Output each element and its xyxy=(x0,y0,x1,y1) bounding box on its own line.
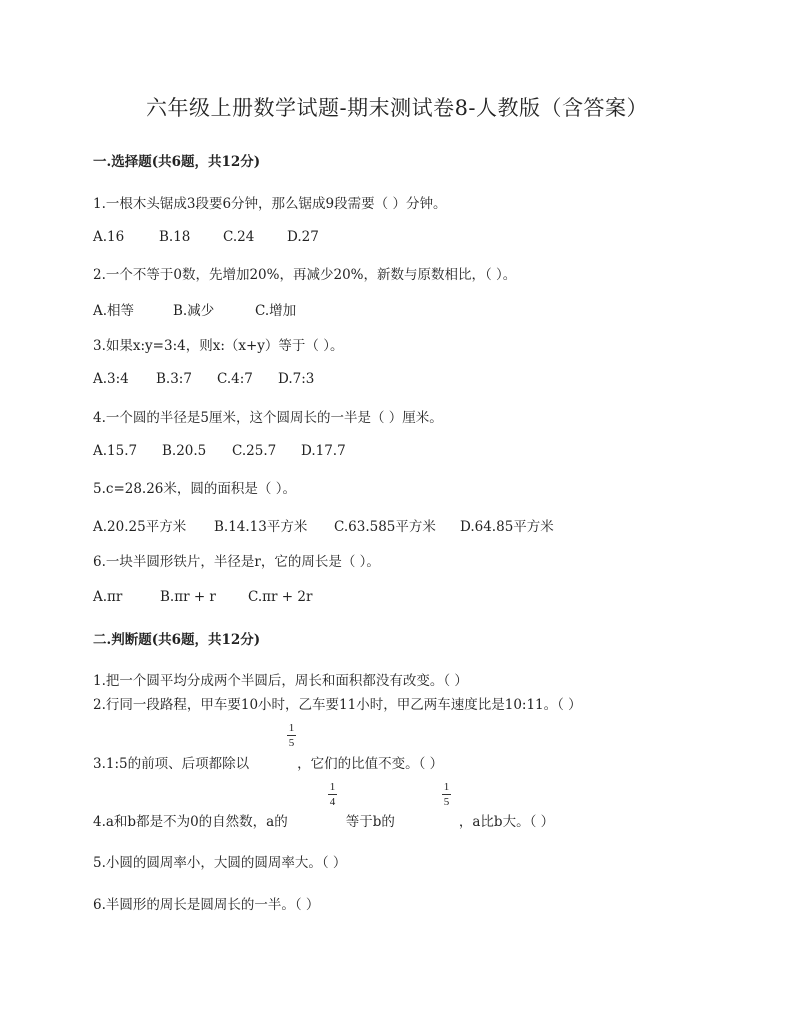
option-b: B.18 xyxy=(159,229,191,245)
option-a: A.3:4 xyxy=(93,371,129,387)
question-1-options xyxy=(93,229,319,245)
option-c: C.24 xyxy=(223,229,255,245)
question-2: 2.一个不等于0数，先增加20%，再减少20%，新数与原数相比，（ ）。 xyxy=(93,267,517,283)
question-2-options xyxy=(93,299,296,319)
question-5: 5.c=28.26米，圆的面积是（ ）。 xyxy=(93,481,296,497)
option-d: D.64.85平方米 xyxy=(460,519,554,535)
judgement-4-text-1: 4.a和b都是不为0的自然数，a的 xyxy=(93,814,288,830)
fraction-one-fifth-b: 1 5 xyxy=(443,781,450,808)
fraction-one-fourth: 1 4 xyxy=(329,781,336,808)
option-a: A.20.25平方米 xyxy=(93,519,187,535)
section-heading-judgement: 二.判断题(共6题，共12分) xyxy=(93,632,261,648)
question-6-options xyxy=(93,589,312,605)
judgement-4 xyxy=(93,810,554,830)
question-4-options xyxy=(93,443,346,459)
question-3-options xyxy=(93,371,314,387)
question-4: 4.一个圆的半径是5厘米，这个圆周长的一半是（ ）厘米。 xyxy=(93,410,443,426)
option-a: A.16 xyxy=(93,229,125,245)
option-d: D.7:3 xyxy=(278,371,315,387)
option-d: D.27 xyxy=(287,229,319,245)
option-c: C.增加 xyxy=(255,303,297,319)
option-b: B.3:7 xyxy=(156,371,192,387)
option-c: C.63.585平方米 xyxy=(334,519,436,535)
question-1: 1.一根木头锯成3段要6分钟，那么锯成9段需要（ ）分钟。 xyxy=(93,196,447,212)
option-b: B.14.13平方米 xyxy=(214,519,308,535)
option-c: C.25.7 xyxy=(232,443,277,459)
judgement-4-text-3: ，a比b大。（ ） xyxy=(458,814,555,830)
option-d: D.17.7 xyxy=(301,443,346,459)
option-a: A.πr xyxy=(93,589,123,605)
option-b: B.20.5 xyxy=(162,443,207,459)
page-title: 六年级上册数学试题-期末测试卷8-人教版（含答案） xyxy=(145,96,649,120)
judgement-3-text-before: 3.1:5的前项、后项都除以 xyxy=(93,756,250,772)
option-c: C.4:7 xyxy=(217,371,253,387)
question-3: 3.如果x:y=3:4，则x:（x+y）等于（ ）。 xyxy=(93,338,344,354)
option-c: C.πr + 2r xyxy=(248,589,313,605)
section-heading-choice: 一.选择题(共6题，共12分) xyxy=(93,154,261,170)
option-b: B.πr + r xyxy=(160,589,216,605)
option-a: A.15.7 xyxy=(93,443,138,459)
judgement-1: 1.把一个圆平均分成两个半圆后，周长和面积都没有改变。（ ） xyxy=(93,673,468,689)
judgement-3-text-after: ，它们的比值不变。（ ） xyxy=(297,756,444,772)
question-5-options xyxy=(93,515,554,535)
judgement-5: 5.小圆的圆周率小，大圆的圆周率大。（ ） xyxy=(93,855,347,871)
judgement-2: 2.行同一段路程，甲车要10小时，乙车要11小时，甲乙两车速度比是10:11。（ ） xyxy=(93,697,582,713)
judgement-6: 6.半圆形的周长是圆周长的一半。（ ） xyxy=(93,897,320,913)
option-a: A.相等 xyxy=(93,303,135,319)
judgement-4-text-2: 等于b的 xyxy=(345,814,395,830)
question-6: 6.一块半圆形铁片，半径是r，它的周长是（ ）。 xyxy=(93,554,380,570)
option-b: B.减少 xyxy=(173,303,215,319)
fraction-one-fifth: 1 5 xyxy=(288,722,295,749)
judgement-3 xyxy=(93,752,443,772)
